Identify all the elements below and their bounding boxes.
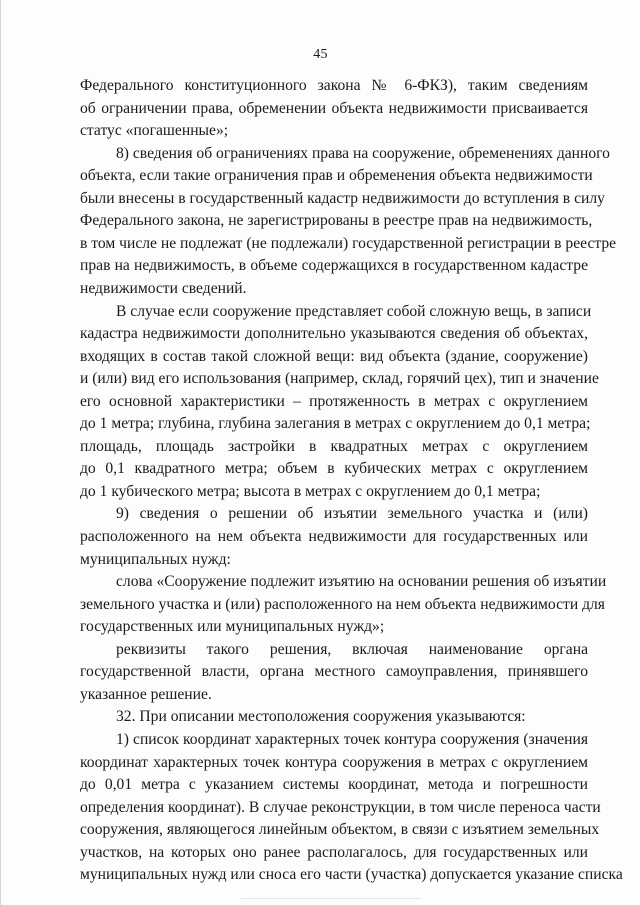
text-line: сооружения, являющегося линейным объектом, в связи с изъятием земельных	[80, 821, 600, 839]
text-line: государственной власти, органа местного самоуправления, принявшего	[80, 663, 588, 681]
scan-artifact	[241, 898, 421, 899]
page-number: 45	[313, 47, 328, 62]
text-line: до 0,01 метра с указанием системы координат, метода и погрешности	[80, 776, 588, 794]
text-line: его основной характеристики – протяженность в метрах с округлением	[80, 392, 588, 410]
text-line: 8) сведения об ограничениях права на сооружение, обременениях данного	[116, 144, 610, 162]
text-line: до 0,1 квадратного метра; объем в кубических метрах с округлением	[80, 460, 588, 478]
text-line: до 1 кубического метра; высота в метрах с округлением до 0,1 метра;	[80, 482, 541, 500]
text-line: координат характерных точек контура сооружения в метрах с округлением	[80, 753, 588, 771]
text-line: в том числе не подлежат (не подлежали) государственной регистрации в реестре	[80, 234, 617, 252]
text-line: участков, на которых оно ранее располагалось, для государственных или	[80, 843, 588, 861]
text-line: земельного участка и (или) расположенного на нем объекта недвижимости для	[80, 595, 605, 613]
text-line: статус «погашенные»;	[80, 122, 229, 140]
text-line: муниципальных нужд или сноса его части (участка) допускается указание списка	[80, 866, 623, 884]
text-line: объекта, если такие ограничения прав и обременения объекта недвижимости	[80, 167, 593, 185]
text-line: были внесены в государственный кадастр недвижимости до вступления в силу	[80, 189, 605, 207]
text-line: муниципальных нужд:	[80, 550, 231, 568]
text-line: 1) список координат характерных точек контура сооружения (значения	[116, 731, 588, 748]
text-line: и (или) вид его использования (например, склад, горячий цех), тип и значение	[80, 370, 599, 388]
text-line: 32. При описании местоположения сооружения указываются:	[116, 708, 526, 726]
text-line: до 1 метра; глубина, глубина залегания в метрах с округлением до 0,1 метра;	[80, 415, 591, 433]
text-line: определения координат). В случае реконструкции, в том числе переноса части	[80, 798, 601, 816]
text-line: расположенного на нем объекта недвижимости для государственных или	[80, 528, 588, 545]
text-line: входящих в состав такой сложной вещи: вид объекта (здание, сооружение)	[80, 347, 588, 365]
text-line: кадастра недвижимости дополнительно указываются сведения об объектах,	[80, 325, 588, 343]
text-line: государственных или муниципальных нужд»;	[80, 618, 385, 636]
text-line: Федерального конституционного закона № 6-ФКЗ), таким сведениям	[80, 77, 588, 94]
text-line: слова «Сооружение подлежит изъятию на основании решения об изъятии	[116, 573, 607, 591]
text-line: прав на недвижимость, в объеме содержащихся в государственном кадастре	[80, 257, 588, 275]
text-line: 9) сведения о решении об изъятии земельного участка и (или)	[116, 505, 588, 523]
text-line: указанное решение.	[80, 685, 212, 703]
text-line: Федерального закона, не зарегистрированы в реестре прав на недвижимость,	[80, 212, 593, 230]
text-line: В случае если сооружение представляет собой сложную вещь, в записи	[116, 302, 592, 320]
text-line: площадь, площадь застройки в квадратных метрах с округлением	[80, 437, 588, 455]
text-line: об ограничении права, обременении объекта недвижимости присваивается	[80, 99, 588, 117]
text-line: реквизиты такого решения, включая наименование органа	[116, 640, 588, 658]
text-line: недвижимости сведений.	[80, 280, 247, 297]
